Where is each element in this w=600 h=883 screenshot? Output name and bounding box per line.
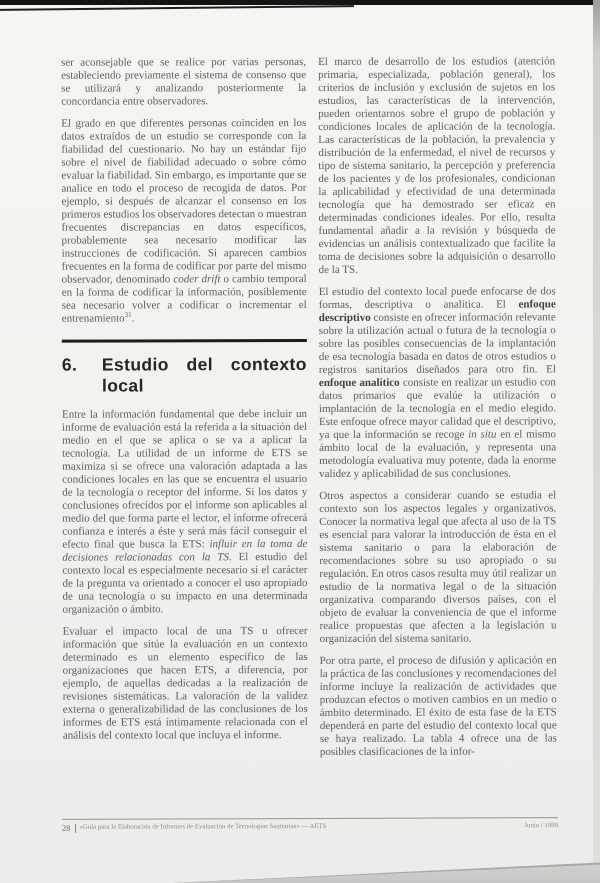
footer-row	[62, 821, 558, 833]
paragraph-segment: El marco de desarrollo de los estudios (atención primaria, especializada, población general), los criterios de inclusión y exclusión de sujetos en los estudios, las características de la intervención, pueden orientarnos sobre el grupo de población y condiciones locales de aplicación de la tecnología. Las características de la población, la prevalencia y distribución de la enfermedad, el nivel de recursos y tipo de sistema sanitario, la percepción y preferencia de los pacientes y de los profesionales, condicionan la aplicabilidad y efectividad de una determinada tecnología que ha demostrado ser eficaz en determinadas condiciones ideales. Por ello, resulta fundamental añadir a la revisión y búsqueda de evidencias un análisis contextualizado que facilite la toma de decisiones sobre la adquisición o desarrollo de la TS.	[318, 55, 556, 276]
italic-term: in situ	[468, 428, 497, 441]
italic-phrase: influir en la toma de decisiones relacionadas con la TS	[62, 538, 308, 564]
paragraph-segment: Evaluar el impacto local de una TS u ofrecer información que sitúe la evaluación en un contexto determinado es un elemento específico de las organizaciones que hacen ETS, a diferencia, por ejemplo, de aquellas dedicadas a la realización de revisiones sistemáticas. La valoración de la validez externa o generalizabilidad de las conclusiones de los informes de ETS está íntimamente relacionada con el análisis del contexto local que incluya el informe.	[62, 625, 308, 742]
footnote-marker: 31	[124, 310, 132, 319]
body-paragraph	[61, 56, 306, 109]
section-heading	[62, 354, 307, 397]
paragraph-segment: en el mismo ámbito local de la evaluación, y representa una metodología evaluativa muy potente, dada la enorme validez y aplicabilidad de sus conclusiones.	[319, 428, 557, 480]
body-paragraph	[61, 117, 307, 326]
section-title: Estudio del contexto local	[101, 354, 307, 396]
body-paragraph	[63, 625, 308, 743]
section-number: 6.	[61, 354, 78, 375]
scan-right-edge	[593, 0, 600, 883]
body-paragraph	[319, 285, 557, 481]
paragraph-segment: El estudio del contexto local puede enfocarse de dos formas, descriptiva o analítica. El	[318, 285, 556, 311]
scan-corner-wedge	[178, 860, 600, 883]
page-footer	[62, 817, 558, 833]
page-number: 28	[61, 822, 71, 833]
body-paragraph	[320, 654, 557, 759]
scan-top-edge-line	[0, 5, 354, 11]
left-column	[61, 56, 308, 769]
italic-term: coder drift	[173, 273, 221, 286]
scan-top-edge	[0, 0, 600, 5]
footer-divider	[74, 823, 75, 832]
paragraph-segment: . El estudio del contexto local es especialmente necesario si el carácter de la pregunta va orientado a conocer el uso apropiado de una tecnología o su impacto en una determinada organización o ámbito.	[62, 551, 308, 616]
right-column	[318, 55, 557, 768]
paragraph-segment: o cambio temporal en la forma de codificar la información, posiblemente sea necesario volver a codificar o incrementar el entrenamiento	[61, 273, 307, 325]
paragraph-segment: ser aconsejable que se realice por varias personas, estableciendo previamente el sistema de consenso que se utilizará y analizando posteriormente la concordancia entre observadores.	[61, 56, 307, 108]
body-paragraph	[62, 408, 308, 617]
paragraph-segment: consiste en ofrecer información relevante sobre la utilización actual o futura de la tecnología o sobre las posibles consecuencias de la implantación de esa tecnología basada en datos de otros estudios o registros sanitarios diseñados para otro fin. El	[318, 311, 556, 376]
bold-term-enfoque-analitico: enfoque analítico	[318, 376, 400, 389]
paragraph-segment: consiste en realizar un estudio con datos primarios que evalúe la utilización o implantación de la tecnología en el medio elegido. Este enfoque ofrece mayor calidad que el descriptivo, ya que la información se recoge	[318, 376, 557, 441]
bold-term-enfoque-descriptivo: enfoque descriptivo	[318, 298, 556, 324]
footer-rule	[62, 817, 558, 820]
footer-date: Junio / 1999	[524, 822, 559, 830]
section-heading-block	[62, 339, 307, 397]
body-paragraph	[319, 489, 556, 646]
paragraph-segment: Entre la información fundamental que debe incluir un informe de evaluación está la referida a la situación del medio en el que se aplica o se va a aplicar la tecnología. La utilidad de un informe de ETS se maximiza si se ofrece una valoración adaptada a las condiciones locales en las que se encuentra el usuario de la tecnología o receptor del informe. Si los datos y conclusiones ofrecidos por el informe son aplicables al medio del que forma parte el lector, el informe ofrecerá confianza e interés a éste y será más fácil conseguir el efecto final que busca la ETS:	[61, 408, 308, 551]
paragraph-segment: .	[131, 312, 135, 325]
section-heading-rule	[62, 339, 307, 343]
footer-left	[62, 822, 327, 833]
paragraph-segment: El grado en que diferentes personas coinciden en los datos extraídos de un estudio se corresponde con la fiabilidad del cuestionario. No hay un estándar fijo sobre el nivel de fiabilidad adecuado o sobre cómo evaluar la fiabilidad. Sin embargo, es importante que se analice en todo el proceso de recogida de datos. Por ejemplo, si después de alcanzar el consenso en los primeros estudios los observadores detectan o muestran frecuentes discrepancias en datos específicos, probablemente sea necesario modificar las instrucciones de codificación. Si aparecen cambios frecuentes en la forma de codificar por parte del mismo observador, denominado	[61, 117, 307, 286]
two-column-layout	[61, 55, 557, 768]
body-paragraph	[318, 55, 556, 277]
footer-title: «Guía para la Elaboración de Informes de Evaluación de Tecnologías Sanitarias» — AETS	[79, 822, 327, 831]
page-content	[61, 55, 557, 768]
paragraph-segment: Otros aspectos a considerar cuando se estudia el contexto son los aspectos legales y organizativos. Conocer la normativa legal que afecta al uso de la TS es esencial para valorar la introducción de ésta en el sistema sanitario o para la elaboración de recomendaciones sobre su uso apropiado o su regulación. En otros casos resulta muy útil realizar un estudio de la normativa legal o de la situación organizativa comparando diversos países, con el objeto de evaluar la conveniencia de que el informe realice propuestas que afecten a la legislación u organización del sistema sanitario.	[319, 489, 557, 645]
paragraph-segment: Por otra parte, el proceso de difusión y aplicación en la práctica de las conclusiones y recomendaciones del informe incluye la realización de actividades que produzcan efectos o motiven cambios en un medio o ámbito determinado. El éxito de esta fase de la ETS dependerá en parte del estudio del contexto local que se haya realizado. La tabla 4 ofrece una de las posibles clasificaciones de la infor-	[319, 654, 557, 758]
